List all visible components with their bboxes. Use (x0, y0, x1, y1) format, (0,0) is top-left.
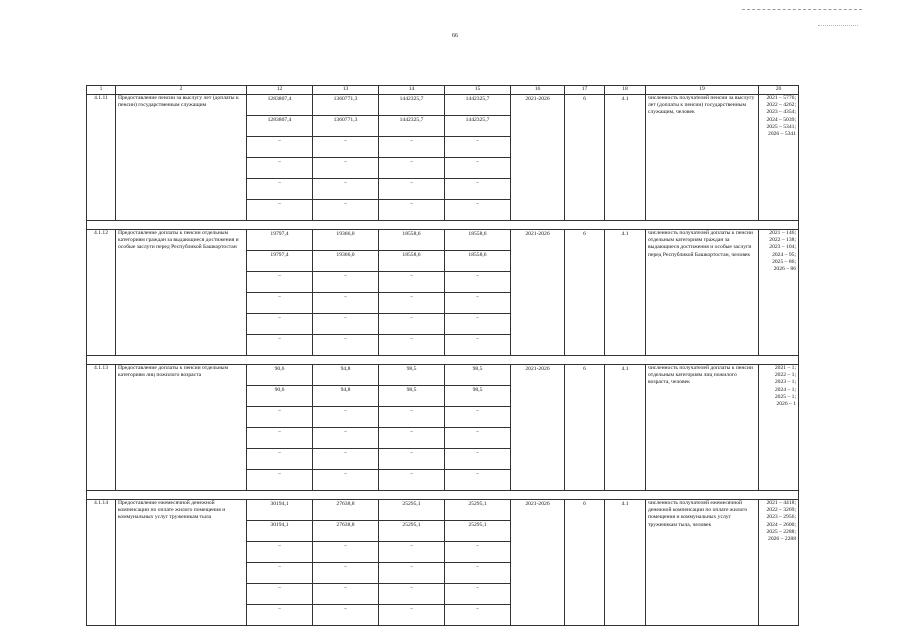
funding-value: – (313, 605, 379, 626)
yearly-target: 2024 – 95; (772, 251, 796, 258)
yearly-target: 2025 – 1; (774, 393, 796, 400)
funding-value: – (313, 470, 379, 491)
funding-value: 25295,1 (445, 500, 511, 521)
yearly-target: 2023 – 2956; (766, 514, 796, 521)
funding-value: – (313, 314, 379, 335)
funding-value: 90,6 (247, 365, 313, 386)
table-row (87, 95, 799, 116)
funding-value: – (247, 335, 313, 356)
funding-value: – (445, 272, 511, 293)
column-header: 19 (646, 86, 759, 95)
funding-value: – (445, 137, 511, 158)
row-code: 4.1.11 (87, 95, 116, 221)
row-name: Предоставление пенсии за выслугу лет (доплаты к пенсии) государственным служащим (116, 95, 247, 221)
table-row (87, 500, 799, 521)
row-col18: 4.1 (605, 230, 646, 356)
funding-value: 1360771,3 (313, 95, 379, 116)
funding-value: 1283807,4 (247, 95, 313, 116)
funding-value: 1442325,7 (445, 116, 511, 137)
row-period: 2021-2026 (511, 500, 565, 626)
row-period: 2021-2026 (511, 230, 565, 356)
yearly-target: 2021 – 5776; (766, 95, 796, 101)
funding-value: 25295,1 (379, 521, 445, 542)
row-col17: 6 (565, 95, 605, 221)
column-header: 15 (445, 86, 511, 95)
funding-value: – (379, 314, 445, 335)
funding-value: 30194,1 (247, 500, 313, 521)
funding-value: – (247, 470, 313, 491)
row-indicator: численность получателей доплаты к пенсии отдельным категориям граждан за выдающиеся достижения и особые заслуги перед Республикой Башкортостан, человек (646, 230, 759, 356)
funding-value: – (313, 200, 379, 221)
row-code: 4.1.12 (87, 230, 116, 356)
row-indicator: численность получателей доплаты к пенсии отдельным категориям лиц пожилого возраста, человек (646, 365, 759, 491)
funding-value: 27638,8 (313, 500, 379, 521)
row-name: Предоставление доплаты к пенсии отдельным категориям граждан за выдающиеся достижения и особые заслуги перед Республикой Башкортостан (116, 230, 247, 356)
funding-value: – (313, 335, 379, 356)
yearly-target: 2022 – 4262; (766, 102, 796, 109)
row-gap (87, 491, 799, 500)
funding-value: 25295,1 (445, 521, 511, 542)
column-header: 1 (87, 86, 116, 95)
funding-value: – (379, 335, 445, 356)
header-row (87, 86, 799, 95)
funding-value: 19366,0 (313, 230, 379, 251)
column-header: 18 (605, 86, 646, 95)
row-code: 4.1.14 (87, 500, 116, 626)
funding-value: – (247, 314, 313, 335)
funding-value: – (247, 272, 313, 293)
funding-value: 98,5 (445, 365, 511, 386)
funding-value: – (247, 200, 313, 221)
yearly-target: 2025 – 86; (772, 258, 796, 265)
yearly-target: 2023 – 1; (774, 379, 796, 386)
funding-value: – (445, 428, 511, 449)
funding-value: 90,6 (247, 386, 313, 407)
funding-value: 30194,1 (247, 521, 313, 542)
yearly-target: 2022 – 3269; (766, 507, 796, 514)
row-col17: 6 (565, 500, 605, 626)
funding-value: 1442325,7 (379, 116, 445, 137)
funding-value: 18558,6 (379, 230, 445, 251)
row-name: Предоставление ежемесячной денежной компенсации по оплате жилого помещения и коммунальных услуг труженикам тыла (116, 500, 247, 626)
funding-value: – (445, 158, 511, 179)
funding-value: – (247, 449, 313, 470)
funding-value: – (379, 542, 445, 563)
funding-value: 98,5 (379, 386, 445, 407)
funding-value: – (379, 470, 445, 491)
yearly-target: 2023 – 4354; (766, 109, 796, 116)
spacer-cell (87, 221, 799, 230)
funding-value: – (313, 563, 379, 584)
funding-value: 94,8 (313, 365, 379, 386)
funding-value: – (445, 542, 511, 563)
table-row (87, 230, 799, 251)
funding-value: – (247, 137, 313, 158)
yearly-target: 2021 – 4418; (766, 500, 796, 506)
funding-value: – (247, 584, 313, 605)
yearly-target: 2024 – 2600; (766, 521, 796, 528)
row-gap (87, 356, 799, 365)
row-yearly-targets (759, 500, 799, 626)
column-header: 20 (759, 86, 799, 95)
funding-value: – (247, 605, 313, 626)
row-col17: 6 (565, 365, 605, 491)
funding-value: 25295,1 (379, 500, 445, 521)
funding-value: 27638,8 (313, 521, 379, 542)
funding-value: 18558,6 (379, 251, 445, 272)
yearly-target: 2026 – 86 (773, 266, 796, 273)
row-code: 4.1.13 (87, 365, 116, 491)
funding-value: – (313, 407, 379, 428)
funding-value: – (379, 605, 445, 626)
funding-value: – (379, 428, 445, 449)
yearly-target: 2022 – 1; (774, 372, 796, 379)
yearly-target: 2021 – 146; (769, 230, 796, 236)
funding-value: – (379, 563, 445, 584)
funding-value: – (379, 200, 445, 221)
funding-value: – (445, 335, 511, 356)
funding-value: 18558,6 (445, 230, 511, 251)
funding-value: – (445, 563, 511, 584)
row-period: 2021-2026 (511, 365, 565, 491)
yearly-target: 2025 – 5341; (766, 123, 796, 130)
row-col18: 4.1 (605, 365, 646, 491)
funding-value: 98,5 (379, 365, 445, 386)
yearly-target: 2026 – 2288 (768, 536, 796, 543)
funding-value: – (379, 158, 445, 179)
row-col18: 4.1 (605, 95, 646, 221)
funding-value: – (379, 407, 445, 428)
funding-value: – (247, 428, 313, 449)
funding-value: – (445, 314, 511, 335)
column-header: 16 (511, 86, 565, 95)
row-name: Предоставление доплаты к пенсии отдельным категориям лиц пожилого возраста (116, 365, 247, 491)
funding-value: – (445, 605, 511, 626)
yearly-target: 2023 – 104; (769, 244, 796, 251)
funding-value: – (247, 407, 313, 428)
yearly-target: 2024 – 5039; (766, 116, 796, 123)
funding-value: – (313, 584, 379, 605)
scan-mark (742, 9, 862, 11)
funding-value: 94,8 (313, 386, 379, 407)
funding-value: – (379, 584, 445, 605)
yearly-target: 2026 – 5341 (768, 131, 796, 138)
table-body (87, 95, 799, 626)
yearly-target: 2021 – 1; (774, 365, 796, 371)
table-row (87, 365, 799, 386)
row-col17: 6 (565, 230, 605, 356)
column-header: 2 (116, 86, 247, 95)
funding-value: – (313, 449, 379, 470)
funding-value: – (445, 449, 511, 470)
funding-value: – (247, 293, 313, 314)
funding-value: 98,5 (445, 386, 511, 407)
scan-mark (818, 25, 858, 27)
funding-value: – (379, 179, 445, 200)
yearly-target: 2026 – 1 (776, 401, 796, 408)
funding-value: 18558,6 (445, 251, 511, 272)
funding-value: – (313, 272, 379, 293)
page-number: 66 (452, 33, 458, 39)
yearly-target: 2025 – 2288; (766, 528, 796, 535)
funding-value: – (379, 293, 445, 314)
row-period: 2021-2026 (511, 95, 565, 221)
funding-value: – (247, 542, 313, 563)
yearly-target: 2022 – 138; (769, 237, 796, 244)
funding-value: 19797,4 (247, 230, 313, 251)
row-yearly-targets (759, 95, 799, 221)
funding-value: 1360771,3 (313, 116, 379, 137)
funding-value: – (313, 542, 379, 563)
funding-value: – (247, 158, 313, 179)
row-indicator: численность получателей пенсии за выслугу лет (доплаты к пенсии) государственным служащим, человек (646, 95, 759, 221)
funding-value: – (313, 179, 379, 200)
funding-value: 1442325,7 (379, 95, 445, 116)
column-header: 17 (565, 86, 605, 95)
funding-value: – (445, 584, 511, 605)
funding-value: – (379, 137, 445, 158)
funding-value: – (313, 137, 379, 158)
row-col18: 4.1 (605, 500, 646, 626)
row-gap (87, 221, 799, 230)
funding-value: – (445, 200, 511, 221)
program-table (86, 85, 799, 626)
funding-value: 19797,4 (247, 251, 313, 272)
funding-value: – (313, 158, 379, 179)
column-header: 14 (379, 86, 445, 95)
funding-value: 1283807,4 (247, 116, 313, 137)
funding-value: – (379, 449, 445, 470)
spacer-cell (87, 491, 799, 500)
funding-value: – (247, 179, 313, 200)
column-header: 12 (247, 86, 313, 95)
row-yearly-targets (759, 230, 799, 356)
funding-value: – (445, 407, 511, 428)
row-yearly-targets (759, 365, 799, 491)
funding-value: – (445, 179, 511, 200)
funding-value: – (379, 272, 445, 293)
column-header: 13 (313, 86, 379, 95)
spacer-cell (87, 356, 799, 365)
row-indicator: численность получателей ежемесячной денежной компенсации по оплате жилого помещения и коммунальных услуг труженикам тыла, человек (646, 500, 759, 626)
funding-value: – (313, 428, 379, 449)
funding-value: – (445, 293, 511, 314)
funding-value: 1442325,7 (445, 95, 511, 116)
funding-value: 19366,0 (313, 251, 379, 272)
funding-value: – (247, 563, 313, 584)
funding-value: – (445, 470, 511, 491)
yearly-target: 2024 – 1; (774, 386, 796, 393)
funding-value: – (313, 293, 379, 314)
